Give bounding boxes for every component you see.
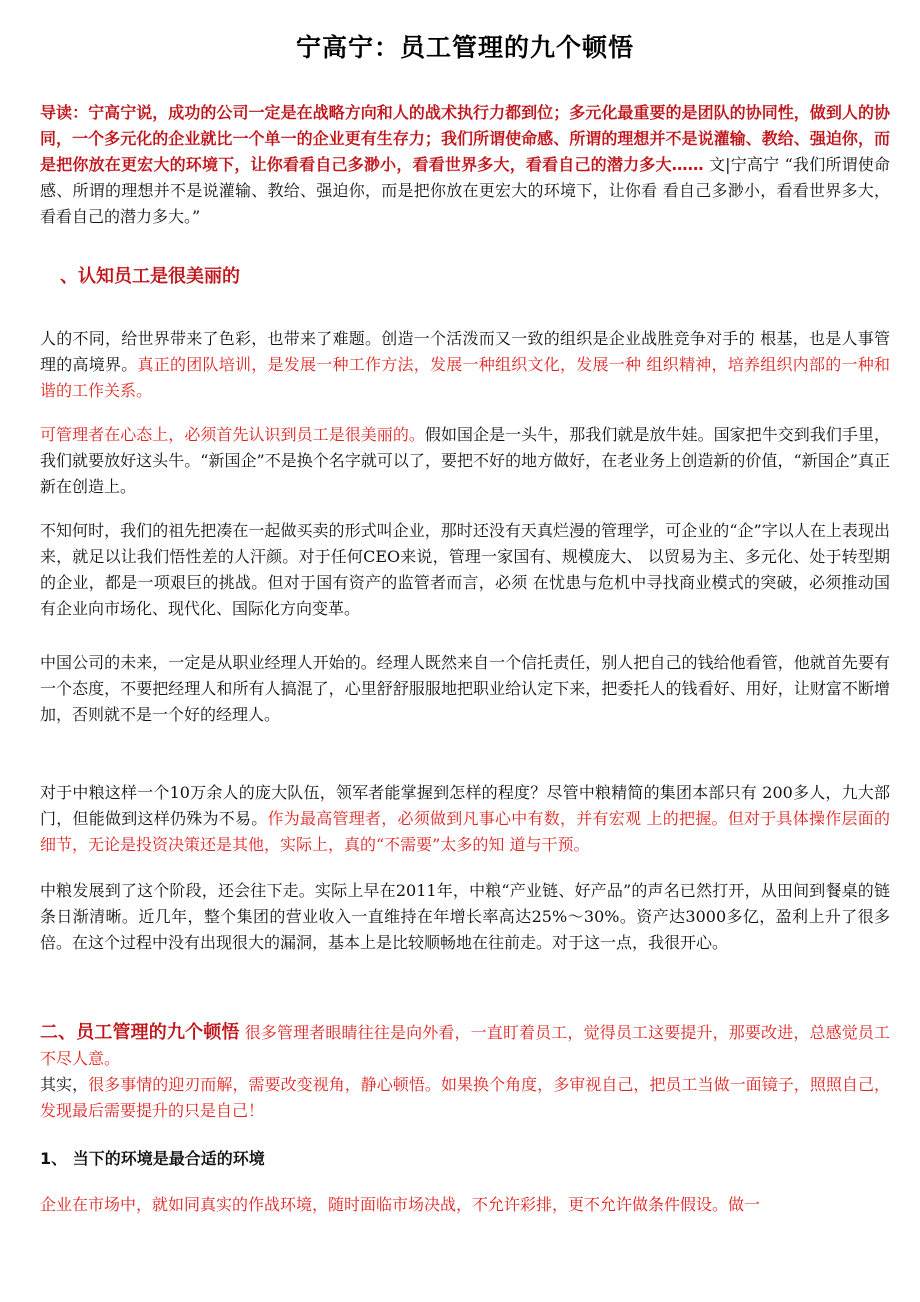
paragraph-1-highlight: 真正的团队培训，是发展一种工作方法，发展一种组织文化，发展一种 组织精神，培养组织内部的一种和谐的工作关系。 (40, 355, 890, 400)
intro-quote: “我们所谓使命感、所谓的理想并不是说灌输、教给、强迫你，而是把你放在更宏大的环境下，让你看 看自己多渺小，看看世界多大，看看自己的潜力多大。” (40, 155, 890, 226)
section2-block (40, 1020, 890, 1124)
paragraph-2 (40, 422, 890, 500)
paragraph-2-highlight: 可管理者在心态上，必须首先认识到员工是很美丽的。 (40, 425, 425, 444)
section2-heading: 二、员工管理的九个顿悟 (40, 1022, 240, 1043)
section2-line2-text: 很多事情的迎刃而解，需要改变视角，静心顿悟。如果换个角度，多审视自己，把员工当做一面镜子，照照自己，发现最后需要提升的只是自己！ (40, 1075, 890, 1120)
paragraph-7: 企业在市场中，就如同真实的作战环境，随时面临市场决战，不允许彩排，更不允许做条件假设。做一 (40, 1195, 761, 1214)
section2-line2-lead: 其实， (40, 1075, 89, 1094)
paragraph-1-text: 人的不同，给世界带来了色彩，也带来了难题。创造一个活泼而又一致的组织是企业战胜竞争对手的 根基，也是人事管理的高境界。 (40, 329, 890, 374)
document-page (40, 22, 891, 1214)
paragraph-1 (40, 326, 890, 404)
intro-lead: 导读：宁高宁说，成功的公司一定是在战略方向和人的战术执行力都到位；多元化最重要的是团队的协同性，做到人的协同，一个多元化的企业就比一个单一的企业更有生存力；我们所谓使命感、所谓的理想并不是说灌输、教给、强迫你，而是把你放在更宏大的环境下，让你看看自己多渺小，看看世界多大，看看自己的潜力多大…… (40, 103, 890, 174)
paragraph-4: 中国公司的未来，一定是从职业经理人开始的。经理人既然来自一个信托责任，别人把自己的钱给他看管，他就首先要有一个态度，不要把经理人和所有人搞混了，心里舒舒服服地把职业给认定下来，把委托人的钱看好、用好，让财富不断增加，否则就不是一个好的经理人。 (40, 653, 890, 724)
paragraph-5 (40, 780, 890, 858)
paragraph-5-text: 对于中粮这样一个10万余人的庞大队伍，领军者能掌握到怎样的程度？尽管中粮精简的集团本部只有 200多人，九大部门，但能做到这样仍殊为不易。 (40, 783, 890, 828)
section1-heading: 、认知员工是很美丽的 (60, 266, 240, 287)
intro-paragraph (40, 100, 890, 230)
paragraph-6: 中粮发展到了这个阶段，还会往下走。实际上早在2011年，中粮“产业链、好产品”的声名已然打开，从田间到餐桌的链条日渐清晰。近几年，整个集团的营业收入一直维持在年增长率高达25%～30%。资产达3000多亿，盈利上升了很多倍。在这个过程中没有出现很大的漏洞，基本上是比较顺畅地在往前走。对于这一点，我很开心。 (40, 881, 890, 952)
section2-text: 很多管理者眼睛往往是向外看，一直盯着员工，觉得员工这要提升，那要改进，总感觉员工不尽人意。 (40, 1023, 891, 1068)
sub1-heading: 1、 当下的环境是最合适的环境 (40, 1149, 265, 1168)
paragraph-2-text: 假如国企是一头牛，那我们就是放牛娃。国家把牛交到我们手里，我们就要放好这头牛。“新国企”不是换个名字就可以了，要把不好的地方做好，在老业务上创造新的价值，“新国企”真正新在创造上。 (40, 425, 890, 496)
intro-byline: 文|宁高宁 (703, 155, 785, 174)
paragraph-5-highlight: 作为最高管理者，必须做到凡事心中有数，并有宏观 上的把握。但对于具体操作层面的细节，无论是投资决策还是其他，实际上，真的“不需要”太多的知 道与干预。 (40, 809, 890, 854)
page-title: 宁高宁：员工管理的九个顿悟 (295, 33, 634, 62)
paragraph-3: 不知何时，我们的祖先把凑在一起做买卖的形式叫企业，那时还没有天真烂漫的管理学，可企业的“企”字以人在上表现出来，就足以让我们悟性差的人汗颜。对于任何CEO来说，管理一家国有、规模庞大、 以贸易为主、多元化、处于转型期的企业，都是一项艰巨的挑战。但对于国有资产的监管者而言，必须 在忧患与危机中寻找商业模式的突破，必须推动国有企业向市场化、现代化、国际化方向变革。 (40, 521, 890, 618)
